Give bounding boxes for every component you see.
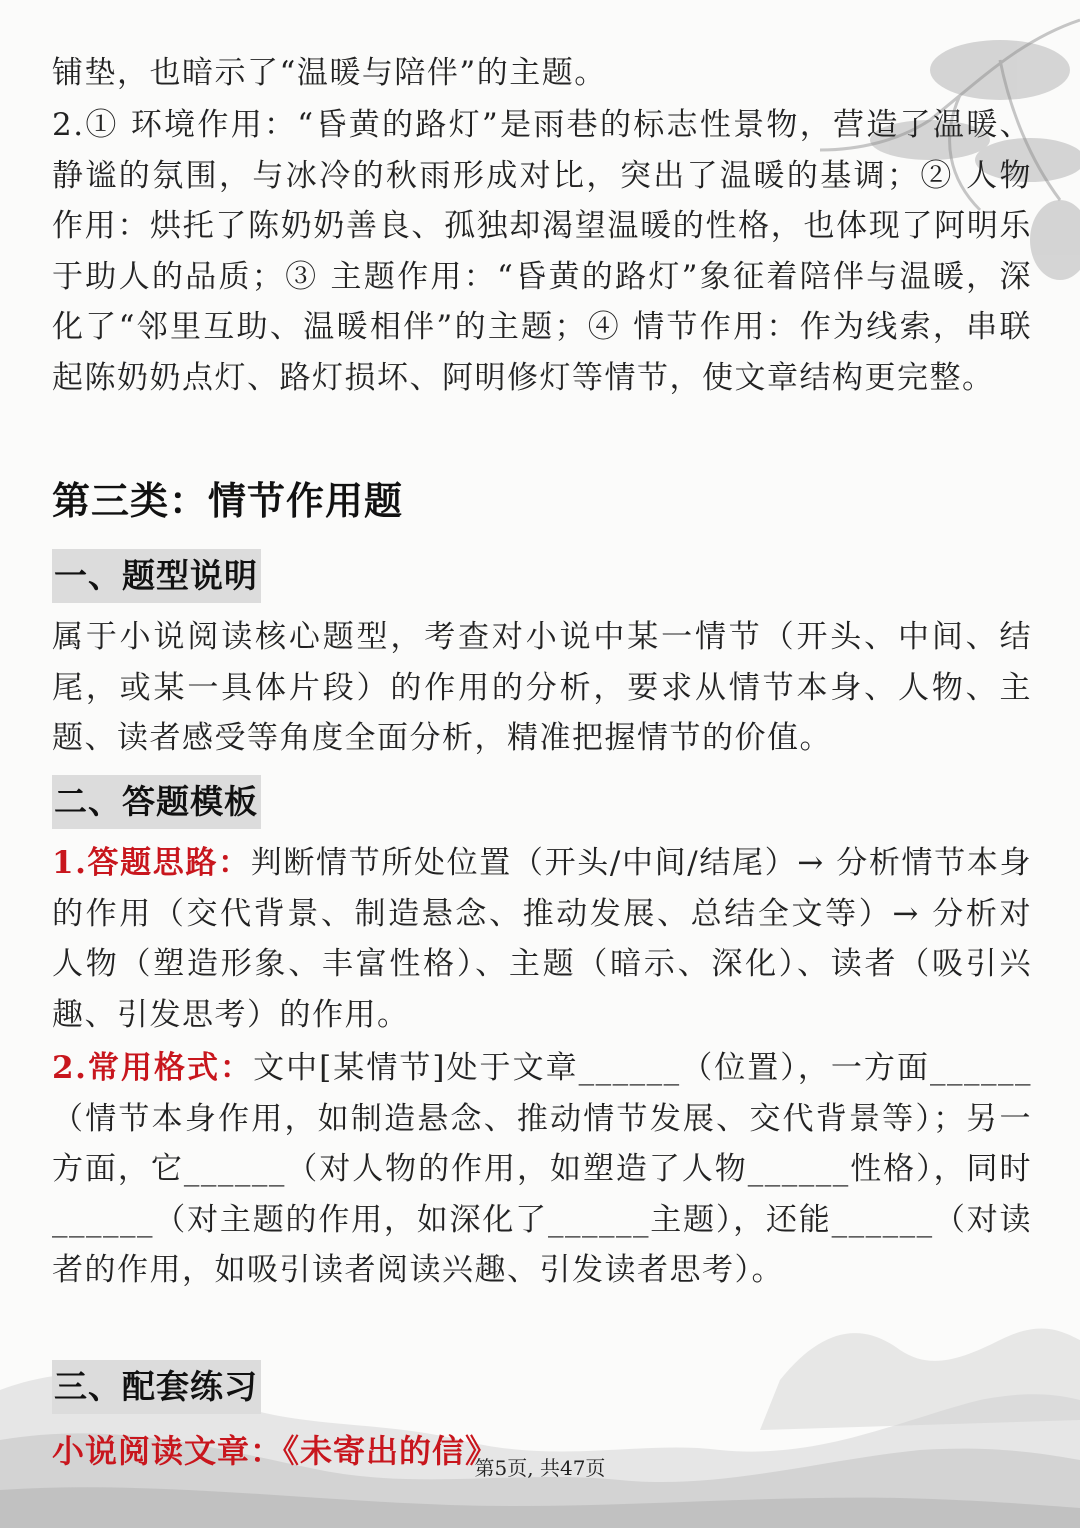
item-1-body: 判断情节所处位置（开头/中间/结尾）→ 分析情节本身的作用（交代背景、制造悬念、推动发展、总结全文等）→ 分析对人物（塑造形象、丰富性格）、主题（暗示、深化）、读者（吸引兴趣、引发思考）的作用。 — [52, 845, 1032, 1033]
section-2-heading: 二、答题模板 — [52, 775, 261, 829]
item-2-label: 2.常用格式： — [52, 1050, 254, 1086]
answer-tail-paragraph: 铺垫，也暗示了“温暖与陪伴”的主题。 — [52, 55, 607, 91]
template-item-2 — [52, 1043, 1032, 1296]
answer-2-paragraph: 2.① 环境作用：“昏黄的路灯”是雨巷的标志性景物，营造了温暖、静谧的氛围，与冰冷的秋雨形成对比，突出了温暖的基调；② 人物作用：烘托了陈奶奶善良、孤独却渴望温暖的性格，也体现了阿明乐于助人的品质；③ 主题作用：“昏黄的路灯”象征着陪伴与温暖，深化了“邻里互助、温暖相伴”的主题；④ 情节作用：作为线索，串联起陈奶奶点灯、路灯损坏、阿明修灯等情节，使文章结构更完整。 — [52, 107, 1032, 396]
section-1-body: 属于小说阅读核心题型，考查对小说中某一情节（开头、中间、结尾，或某一具体片段）的作用的分析，要求从情节本身、人物、主题、读者感受等角度全面分析，精准把握情节的价值。 — [52, 619, 1032, 756]
item-2-body: 文中[某情节]处于文章______（位置），一方面______（情节本身作用，如制造悬念、推动情节发展、交代背景等）；另一方面，它______（对人物的作用，如塑造了人物______性格），同时______（对主题的作用，如深化了______主题），还能______（对读者的作用，如吸引读者阅读兴趣、引发读者思考）。 — [52, 1050, 1032, 1288]
category-title: 第三类：情节作用题 — [52, 479, 404, 523]
page-footer: 第5页, 共47页 — [474, 1456, 606, 1480]
template-item-1 — [52, 838, 1032, 1040]
section-3-heading: 三、配套练习 — [52, 1360, 261, 1414]
section-1-heading: 一、题型说明 — [52, 549, 261, 603]
story-title: 小说阅读文章：《未寄出的信》 — [52, 1432, 499, 1470]
item-1-label: 1.答题思路： — [52, 845, 251, 881]
